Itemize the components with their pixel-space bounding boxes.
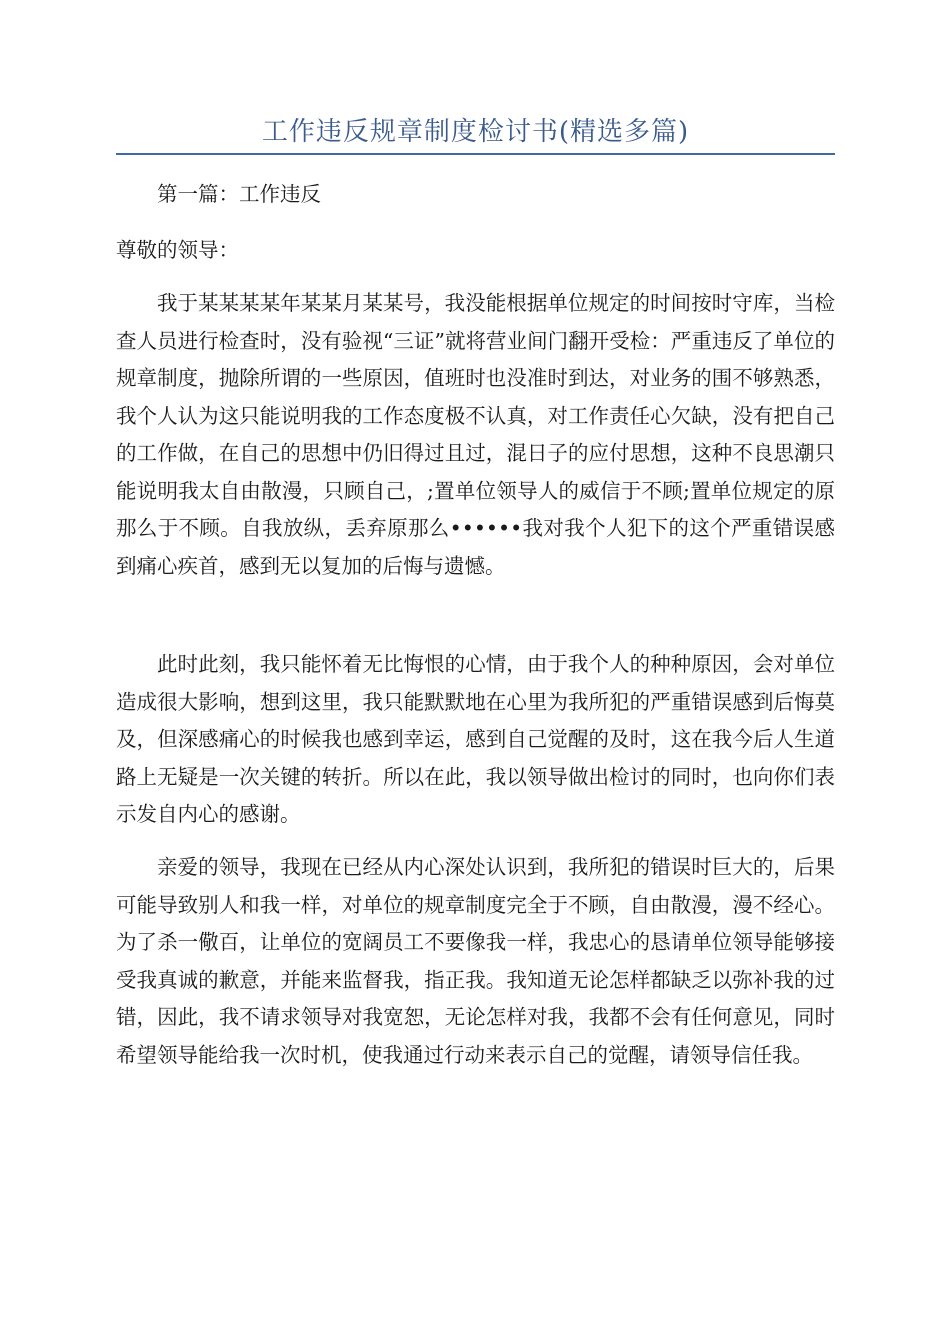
paragraph: 亲爱的领导，我现在已经从内心深处认识到，我所犯的错误时巨大的，后果可能导致别人和我一样，对单位的规章制度完全于不顾，自由散漫，漫不经心。为了杀一儆百，让单位的宽阔员工不要像我一样，我忠心的恳请单位领导能够接受我真诚的歉意，并能来监督我，指正我。我知道无论怎样都缺乏以弥补我的过错，因此，我不请求领导对我宽恕，无论怎样对我，我都不会有任何意见，同时希望领导能给我一次时机，使我通过行动来表示自己的觉醒，请领导信任我。 <box>116 855 835 1067</box>
document-title: 工作违反规章制度检讨书(精选多篇) <box>261 117 690 147</box>
paragraph: 我于某某某某年某某月某某号，我没能根据单位规定的时间按时守库，当检查人员进行检查时，没有验视“三证”就将营业间门翻开受检：严重违反了单位的规章制度，抛除所谓的一些原因，值班时也没准时到达，对业务的围不够熟悉，我个人认为这只能说明我的工作态度极不认真，对工作责任心欠缺，没有把自己的工作做，在自己的思想中仍旧得过且过，混日子的应付思想，这种不良思潮只能说明我太自由散漫，只顾自己，;置单位领导人的威信于不顾;置单位规定的原那么于不顾。自我放纵，丢弃原那么••••••我对我个人犯下的这个严重错误感到痛心疾首，感到无以复加的后悔与遗憾。 <box>116 291 835 578</box>
salutation: 尊敬的领导： <box>116 238 239 262</box>
paragraph: 此时此刻，我只能怀着无比悔恨的心情，由于我个人的种种原因，会对单位造成很大影响，想到这里，我只能默默地在心里为我所犯的严重错误感到后悔莫及，但深感痛心的时候我也感到幸运，感到自己觉醒的及时，这在我今后人生道路上无疑是一次关键的转折。所以在此，我以领导做出检讨的同时，也向你们表示发自内心的感谢。 <box>116 652 835 826</box>
title-underline <box>116 153 835 155</box>
section-heading: 第一篇：工作违反 <box>157 182 321 206</box>
